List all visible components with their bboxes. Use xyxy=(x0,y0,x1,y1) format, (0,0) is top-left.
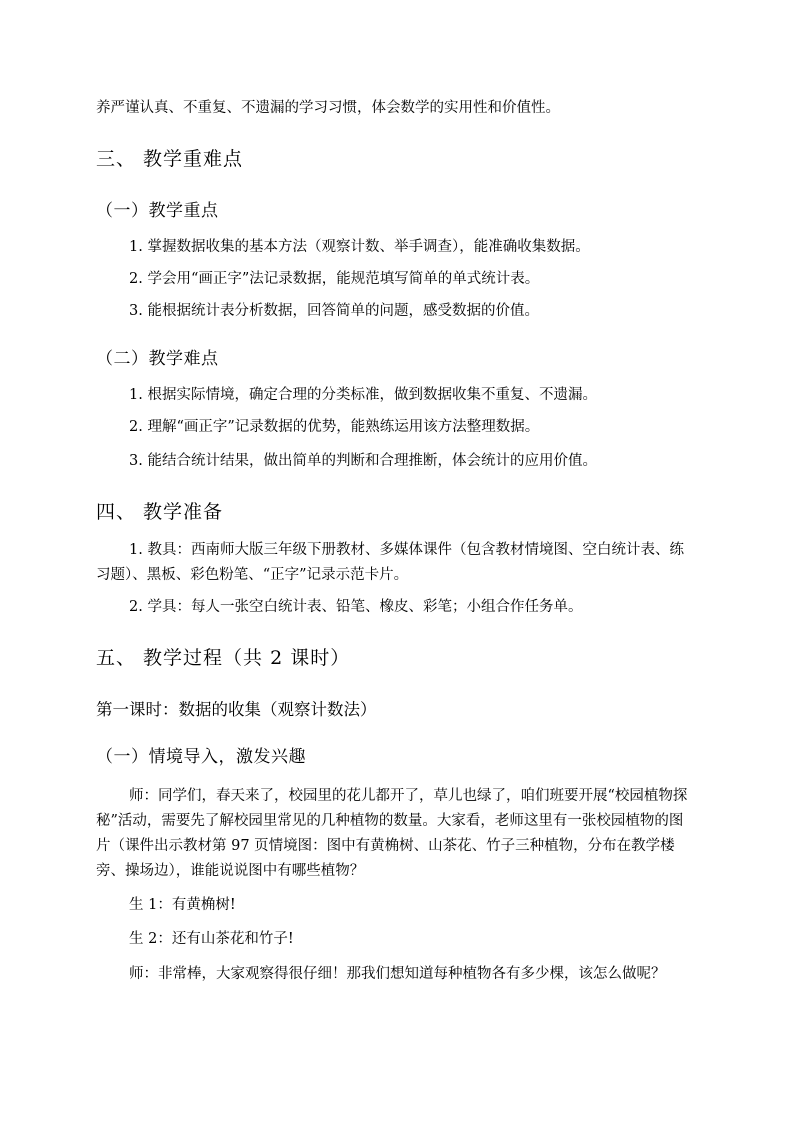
preparation-item: 1. 教具：西南师大版三年级下册教材、多媒体课件（包含教材情境图、空白统计表、练习题）、黑板、彩色粉笔、“正字”记录示范卡片。 xyxy=(96,542,684,583)
preparation-item: 2. 学具：每人一张空白统计表、铅笔、橡皮、彩笔；小组合作任务单。 xyxy=(129,599,583,615)
difficult-point-item: 3. 能结合统计结果，做出简单的判断和合理推断，体会统计的应用价值。 xyxy=(129,453,597,469)
student-reply: 生 1：有黄桷树! xyxy=(129,897,236,913)
intro-line: 养严谨认真、不重复、不遗漏的学习习惯，体会数学的实用性和价值性。 xyxy=(96,100,560,116)
step1-heading: （一）情境导入，激发兴趣 xyxy=(96,747,306,767)
key-point-item: 2. 学会用“画正字”法记录数据，能规范填写简单的单式统计表。 xyxy=(129,271,540,287)
student-reply: 生 2：还有山茶花和竹子! xyxy=(129,931,294,947)
difficult-point-item: 2. 理解“画正字”记录数据的优势，能熟练运用该方法整理数据。 xyxy=(129,419,540,435)
lesson1-heading: 第一课时：数据的收集（观察计数法） xyxy=(96,700,377,719)
teacher-question: 师：非常棒，大家观察得很仔细！那我们想知道每种植物各有多少棵，该怎么做呢？ xyxy=(129,966,666,982)
key-point-item: 3. 能根据统计表分析数据，回答简单的问题，感受数据的价值。 xyxy=(129,303,539,319)
section3-heading: 三、 教学重难点 xyxy=(96,148,244,170)
difficult-point-item: 1. 根据实际情境，确定合理的分类标准，做到数据收集不重复、不遗漏。 xyxy=(129,387,597,403)
section5-heading: 五、 教学过程（共 2 课时） xyxy=(96,647,351,669)
section4-heading: 四、 教学准备 xyxy=(96,501,224,523)
difficult-points-heading: （二）教学难点 xyxy=(96,349,219,369)
key-point-item: 1. 掌握数据收集的基本方法（观察计数、举手调查），能准确收集数据。 xyxy=(129,239,590,255)
teacher-paragraph: 师：同学们，春天来了，校园里的花儿都开了，草儿也绿了，咱们班要开展“校园植物探秘”活动，需要先了解校园里常见的几种植物的数量。大家看，老师这里有一张校园植物的图片（课件出示教材第 97 页情境图：图中有黄桷树、山茶花、竹子三种植物，分布在教学楼旁、操场边），谁能说说图中有哪些植物？ xyxy=(96,788,688,879)
key-points-heading: （一）教学重点 xyxy=(96,201,219,221)
